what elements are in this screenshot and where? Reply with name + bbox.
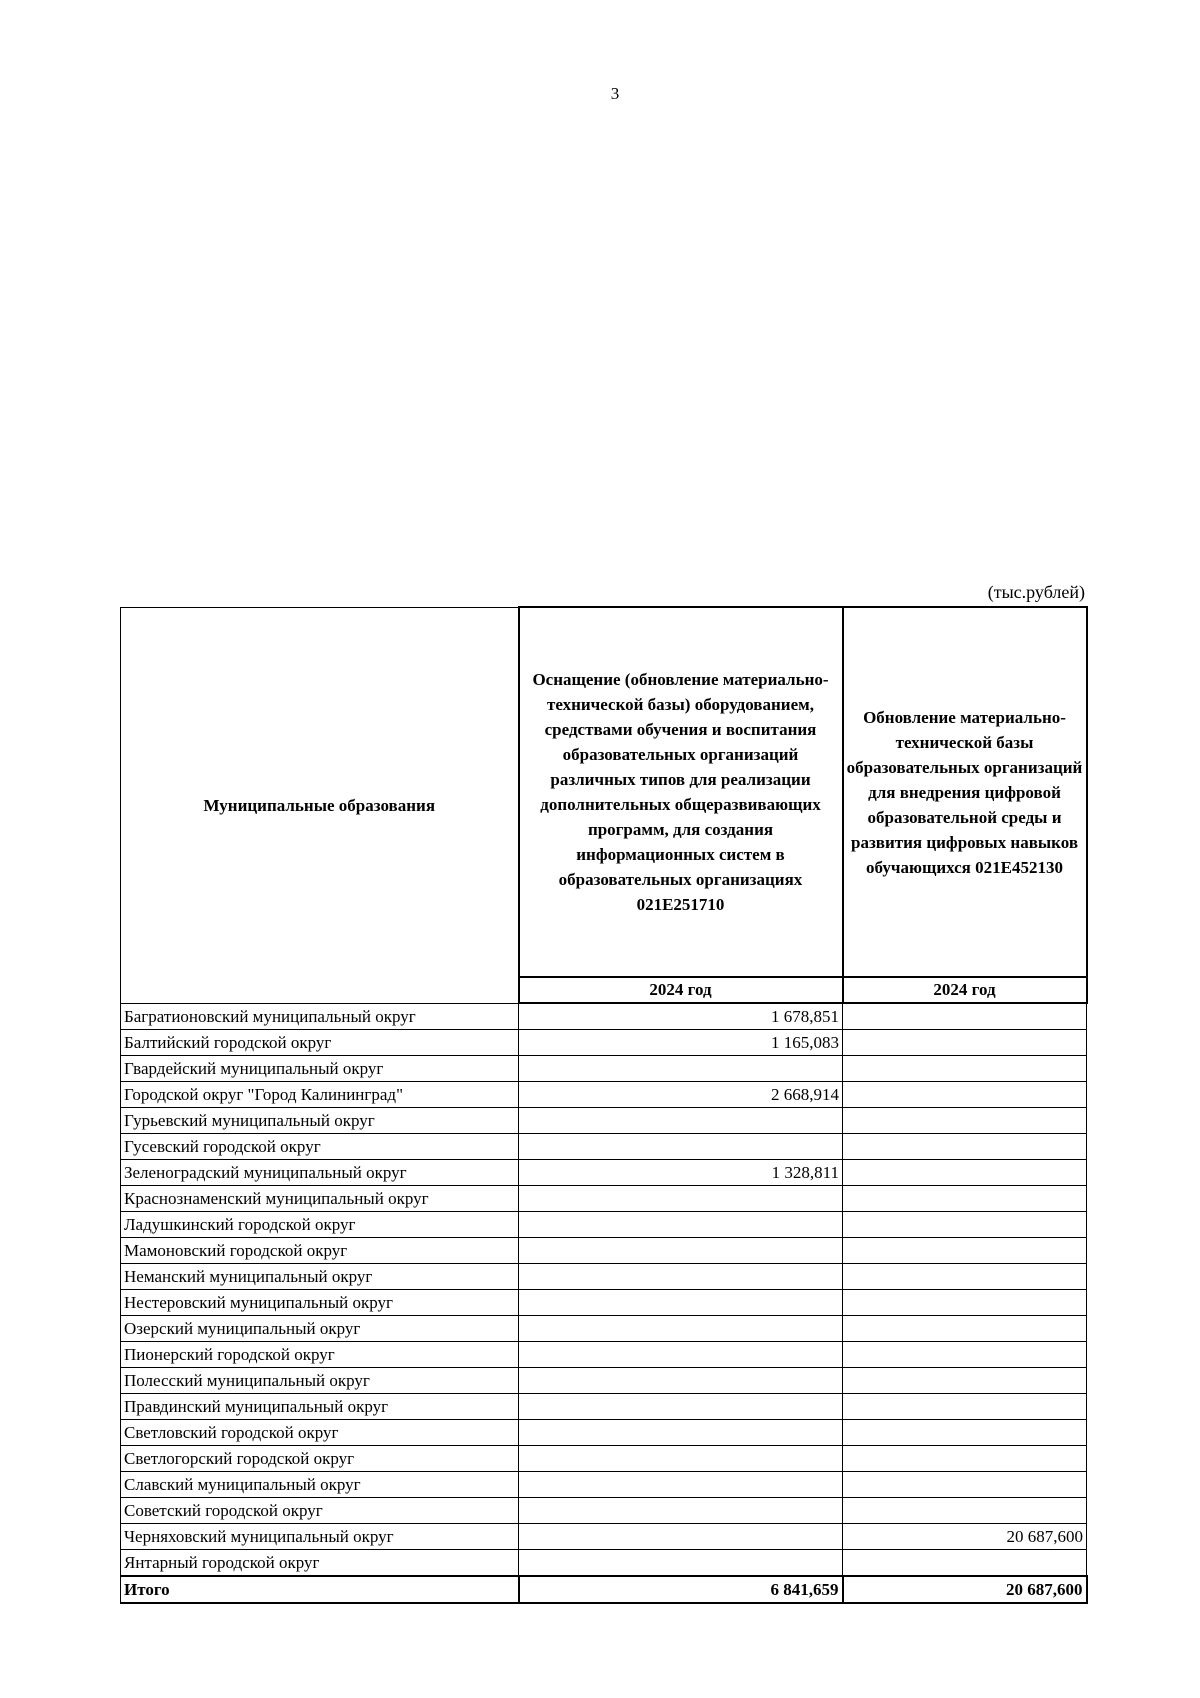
municipality-name: Светловский городской округ [121,1420,519,1446]
page-number: 3 [610,84,620,103]
value-a [519,1446,843,1472]
value-b [843,1420,1087,1446]
table-row [121,1498,1087,1524]
value-a [519,1420,843,1446]
table-row [121,1472,1087,1498]
value-a [519,1550,843,1577]
value-a: 1 165,083 [519,1030,843,1056]
header-digital-021E452130: Обновление материально-технической базы образовательных организаций для внедрения цифровой образовательной среды и развития цифровых навыков обучающихся 021E452130 [843,607,1087,977]
value-a [519,1056,843,1082]
value-a: 1 678,851 [519,1003,843,1030]
table-total-row [121,1576,1087,1603]
table-row [121,1108,1087,1134]
header-municipality: Муниципальные образования [121,607,519,1003]
municipality-name: Черняховский муниципальный округ [121,1524,519,1550]
value-b [843,1212,1087,1238]
value-a [519,1238,843,1264]
value-b [843,1238,1087,1264]
value-b [843,1134,1087,1160]
table-row [121,1056,1087,1082]
municipality-name: Правдинский муниципальный округ [121,1394,519,1420]
value-b [843,1160,1087,1186]
total-value-b: 20 687,600 [843,1576,1087,1603]
table-row [121,1134,1087,1160]
units-label: (тыс.рублей) [987,582,1085,602]
value-a [519,1108,843,1134]
table-row [121,1446,1087,1472]
value-a: 2 668,914 [519,1082,843,1108]
table-row [121,1212,1087,1238]
table-row [121,1290,1087,1316]
table-row [121,1003,1087,1030]
municipality-name: Багратионовский муниципальный округ [121,1003,519,1030]
table-row [121,1082,1087,1108]
value-a [519,1524,843,1550]
table-body [121,1003,1087,1576]
municipality-name: Гусевский городской округ [121,1134,519,1160]
municipality-name: Краснознаменский муниципальный округ [121,1186,519,1212]
value-a [519,1186,843,1212]
municipality-name: Гвардейский муниципальный округ [121,1056,519,1082]
municipality-name: Мамоновский городской округ [121,1238,519,1264]
value-a [519,1316,843,1342]
value-a [519,1394,843,1420]
value-a [519,1368,843,1394]
table-row [121,1394,1087,1420]
municipality-name: Балтийский городской округ [121,1030,519,1056]
municipality-name: Полесский муниципальный округ [121,1368,519,1394]
value-b [843,1394,1087,1420]
municipality-name: Ладушкинский городской округ [121,1212,519,1238]
value-b [843,1368,1087,1394]
table-header-row [121,607,1087,977]
table-row [121,1316,1087,1342]
value-b [843,1342,1087,1368]
value-b [843,1056,1087,1082]
value-b [843,1550,1087,1577]
municipality-name: Зеленоградский муниципальный округ [121,1160,519,1186]
municipality-name: Озерский муниципальный округ [121,1316,519,1342]
value-b [843,1316,1087,1342]
table-row [121,1264,1087,1290]
value-b [843,1472,1087,1498]
value-b [843,1290,1087,1316]
total-value-a: 6 841,659 [519,1576,843,1603]
header-equipment-021E251710: Оснащение (обновление материально-технической базы) оборудованием, средствами обучения и воспитания образовательных организаций различных типов для реализации дополнительных общеразвивающих программ, для создания информационных систем в образовательных организациях 021E251710 [519,607,843,977]
value-a: 1 328,811 [519,1160,843,1186]
municipality-name: Славский муниципальный округ [121,1472,519,1498]
table-row [121,1030,1087,1056]
header-year-a: 2024 год [519,977,843,1003]
municipality-name: Гурьевский муниципальный округ [121,1108,519,1134]
municipality-name: Светлогорский городской округ [121,1446,519,1472]
value-b: 20 687,600 [843,1524,1087,1550]
municipality-name: Советский городской округ [121,1498,519,1524]
municipality-name: Неманский муниципальный округ [121,1264,519,1290]
table-row [121,1342,1087,1368]
value-a [519,1212,843,1238]
table-row [121,1186,1087,1212]
table-row [121,1160,1087,1186]
municipality-name: Пионерский городской округ [121,1342,519,1368]
table-row [121,1368,1087,1394]
municipality-name: Городской округ "Город Калининград" [121,1082,519,1108]
value-a [519,1134,843,1160]
header-year-b: 2024 год [843,977,1087,1003]
table-row [121,1238,1087,1264]
value-b [843,1030,1087,1056]
value-b [843,1446,1087,1472]
value-b [843,1082,1087,1108]
value-b [843,1498,1087,1524]
municipality-name: Нестеровский муниципальный округ [121,1290,519,1316]
value-a [519,1342,843,1368]
municipality-name: Янтарный городской округ [121,1550,519,1577]
budget-table [120,606,1088,1604]
value-b [843,1003,1087,1030]
total-label: Итого [121,1576,519,1603]
value-a [519,1472,843,1498]
value-a [519,1498,843,1524]
value-b [843,1186,1087,1212]
value-b [843,1108,1087,1134]
table-row [121,1550,1087,1577]
value-b [843,1264,1087,1290]
table-row [121,1524,1087,1550]
table-row [121,1420,1087,1446]
value-a [519,1290,843,1316]
value-a [519,1264,843,1290]
